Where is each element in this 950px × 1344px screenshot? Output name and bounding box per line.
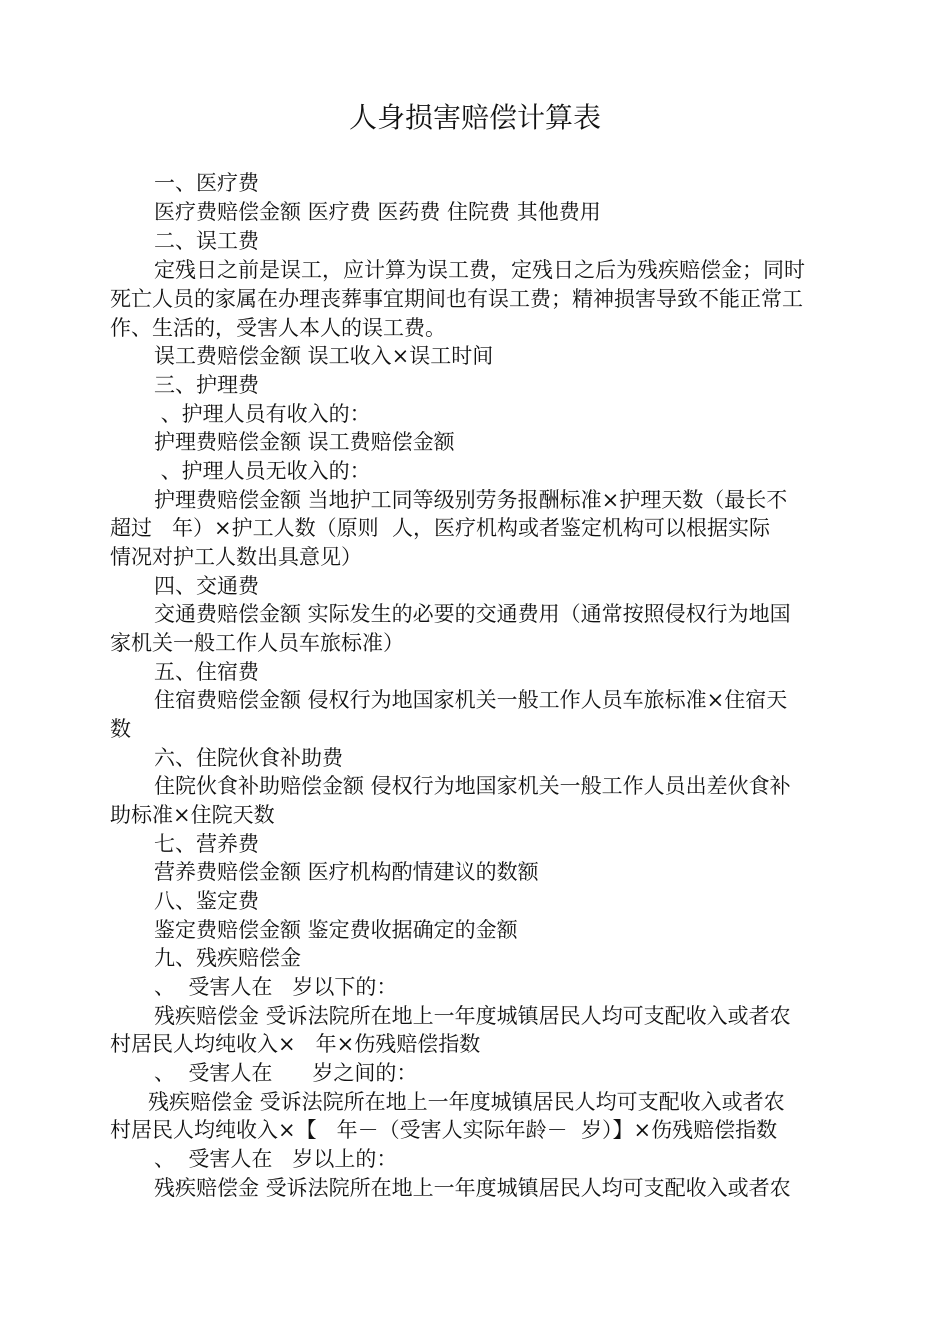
heading-accommodation: 五、住宿费: [154, 660, 259, 684]
paragraph-line: 定残日之前是误工，应计算为误工费，定残日之后为残疾赔偿金；同时: [154, 258, 805, 282]
paragraph-line: 作、生活的，受害人本人的误工费。: [110, 316, 446, 340]
paragraph-line: 护理费赔偿金额 误工费赔偿金额: [154, 430, 455, 454]
paragraph-line: 鉴定费赔偿金额 鉴定费收据确定的金额: [154, 918, 518, 942]
heading-meal-subsidy: 六、住院伙食补助费: [154, 746, 343, 770]
paragraph-line: 残疾赔偿金 受诉法院所在地上一年度城镇居民人均可支配收入或者农: [154, 1176, 791, 1200]
heading-transport: 四、交通费: [154, 574, 259, 598]
subheading-line: 、 受害人在 岁之间的：: [154, 1061, 418, 1085]
paragraph-line: 医疗费赔偿金额 医疗费 医药费 住院费 其他费用: [154, 200, 601, 224]
paragraph-line: 残疾赔偿金 受诉法院所在地上一年度城镇居民人均可支配收入或者农: [154, 1004, 791, 1028]
paragraph-line: 村居民人均纯收入× 年×伤残赔偿指数: [110, 1032, 481, 1056]
paragraph-line: 营养费赔偿金额 医疗机构酌情建议的数额: [154, 860, 539, 884]
paragraph-line: 情况对护工人数出具意见）: [110, 545, 362, 569]
paragraph-line: 村居民人均纯收入×【 年－（受害人实际年龄－ 岁）】×伤残赔偿指数: [110, 1118, 778, 1142]
paragraph-line: 交通费赔偿金额 实际发生的必要的交通费用（通常按照侵权行为地国: [154, 602, 791, 626]
heading-medical: 一、医疗费: [154, 171, 259, 195]
paragraph-line: 数: [110, 717, 131, 741]
paragraph-line: 护理费赔偿金额 当地护工同等级别劳务报酬标准×护理天数（最长不: [154, 488, 788, 512]
page-title: 人身损害赔偿计算表: [348, 101, 601, 134]
heading-appraisal: 八、鉴定费: [154, 889, 259, 913]
paragraph-line: 住宿费赔偿金额 侵权行为地国家机关一般工作人员车旅标准×住宿天: [154, 688, 788, 712]
paragraph-line: 超过 年）×护工人数（原则 人，医疗机构或者鉴定机构可以根据实际: [110, 516, 770, 540]
subheading-line: 、护理人员无收入的：: [154, 459, 371, 483]
paragraph-line: 误工费赔偿金额 误工收入×误工时间: [154, 344, 494, 368]
subheading-line: 、 受害人在 岁以上的：: [154, 1147, 398, 1171]
heading-nutrition: 七、营养费: [154, 832, 259, 856]
heading-disability: 九、残疾赔偿金: [154, 946, 301, 970]
paragraph-line: 家机关一般工作人员车旅标准）: [110, 631, 404, 655]
subheading-line: 、护理人员有收入的：: [154, 402, 371, 426]
heading-lost-wages: 二、误工费: [154, 229, 259, 253]
paragraph-line: 助标准×住院天数: [110, 803, 275, 827]
paragraph-line: 死亡人员的家属在办理丧葬事宜期间也有误工费；精神损害导致不能正常工: [110, 287, 803, 311]
paragraph-line: 残疾赔偿金 受诉法院所在地上一年度城镇居民人均可支配收入或者农: [148, 1090, 785, 1114]
subheading-line: 、 受害人在 岁以下的：: [154, 975, 398, 999]
heading-nursing: 三、护理费: [154, 373, 259, 397]
paragraph-line: 住院伙食补助赔偿金额 侵权行为地国家机关一般工作人员出差伙食补: [154, 774, 791, 798]
